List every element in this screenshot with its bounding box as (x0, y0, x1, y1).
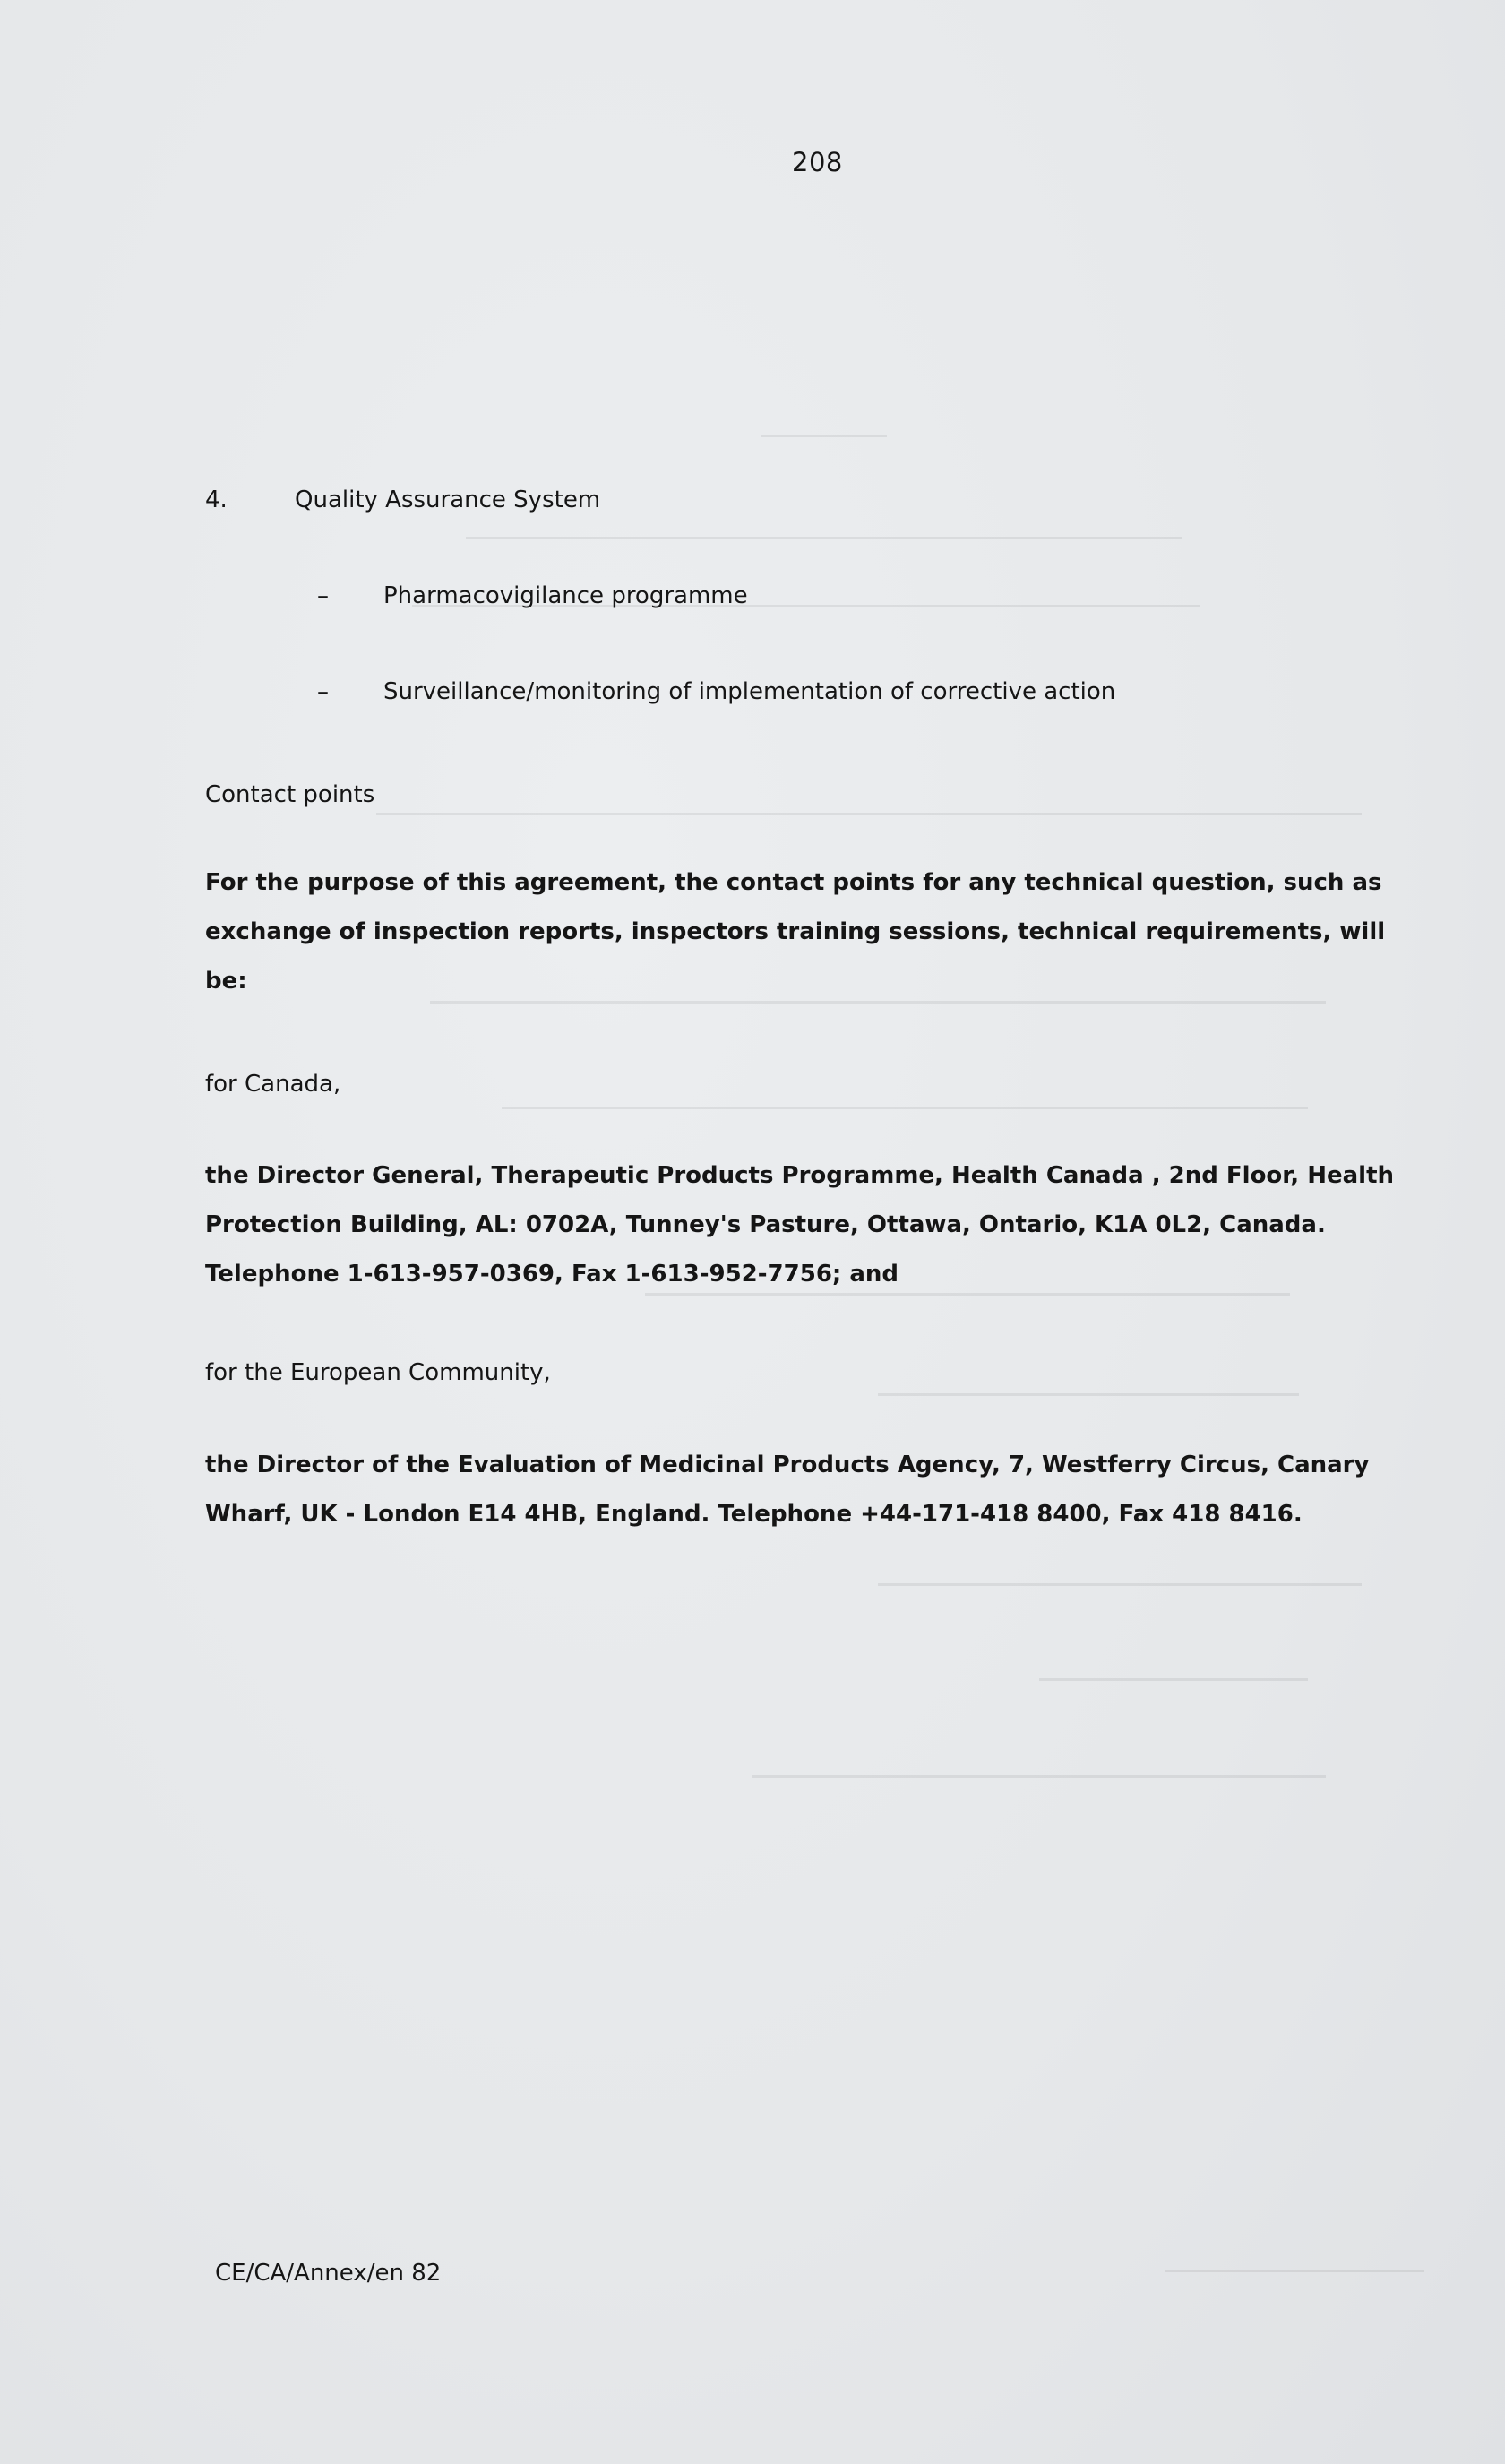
bleed-through-line (1039, 1672, 1308, 1686)
bleed-through-line (466, 530, 1182, 545)
list-item-text: Pharmacovigilance programme (383, 582, 748, 609)
contact-points-heading: Contact points (205, 781, 375, 808)
european-community-contact-address: the Director of the Evaluation of Medicinal Products Agency, 7, Westferry Circus, Canary Wharf, UK - London E14 4HB, England. Telephone +44-171-418 8400, Fax 418 8416. (205, 1452, 1370, 1528)
section-number: 4. (205, 487, 228, 513)
dash-bullet-icon: – (317, 678, 329, 705)
bleed-through-line (1165, 2263, 1424, 2278)
bleed-through-line (752, 1769, 1326, 1783)
purpose-paragraph: For the purpose of this agreement, the contact points for any technical question, such as exchange of inspection reports, inspectors training sessions, technical requirements, will be: (205, 869, 1386, 995)
canada-contact-address: the Director General, Therapeutic Products Programme, Health Canada , 2nd Floor, Health Protection Building, AL: 0702A, Tunney's Pasture, Ottawa, Ontario, K1A 0L2, Canada. Telephone 1-613-957-0369, Fax 1-613-952-7756; and (205, 1162, 1395, 1288)
page-number: 208 (792, 147, 843, 177)
canada-intro: for Canada, (205, 1071, 341, 1098)
list-item-text: Surveillance/monitoring of implementation of corrective action (383, 678, 1116, 705)
bleed-through-line (878, 1577, 1362, 1591)
section-title: Quality Assurance System (295, 487, 601, 513)
european-community-intro: for the European Community, (205, 1359, 551, 1386)
bleed-through-line (761, 428, 887, 443)
dash-bullet-icon: – (317, 582, 329, 609)
document-reference: CE/CA/Annex/en 82 (215, 2260, 442, 2287)
